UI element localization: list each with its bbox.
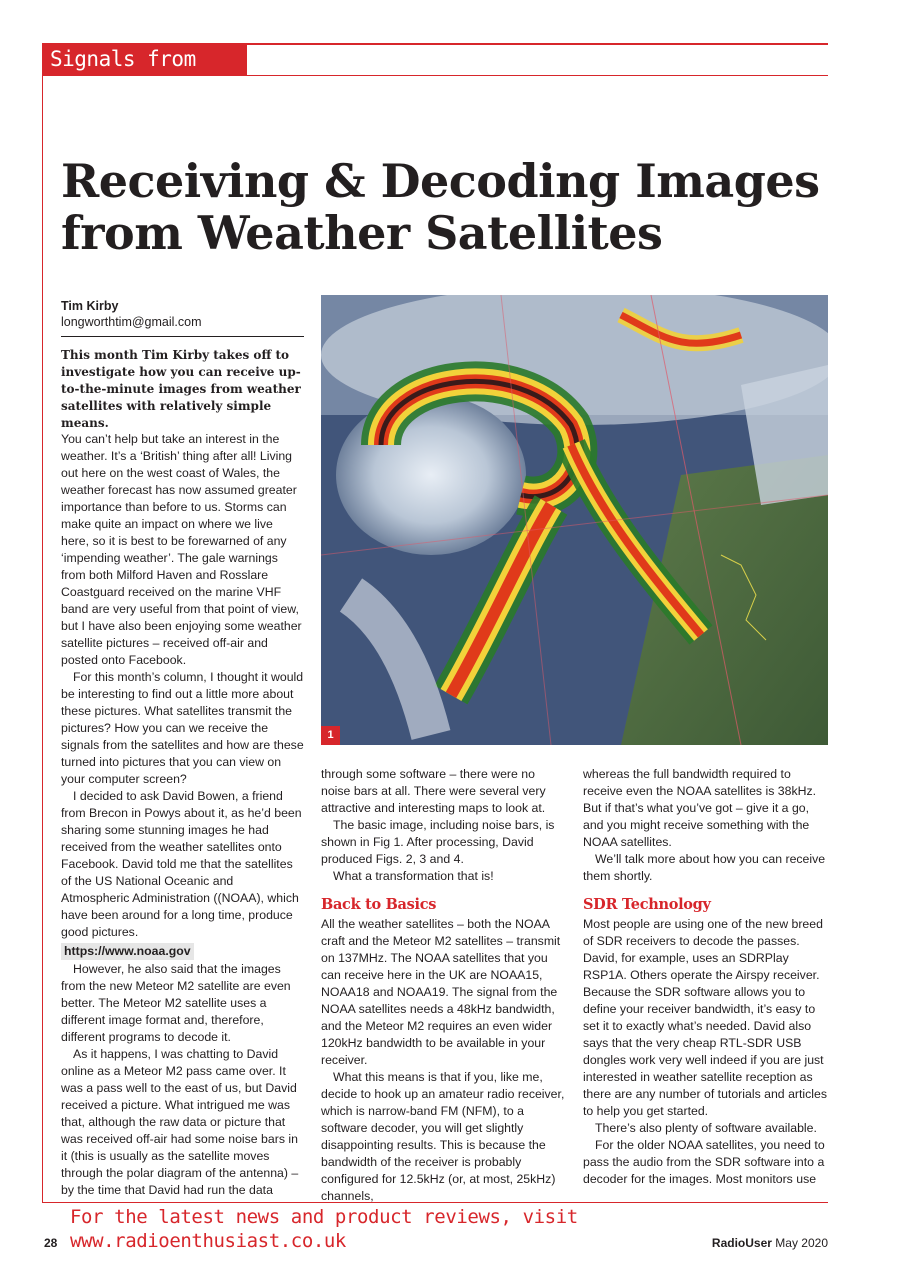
paragraph: For the older NOAA satellites, you need to pass the audio from the SDR software into a decoder for the images. Most monitors use — [583, 1138, 825, 1186]
issue-date: May 2020 — [775, 1236, 828, 1250]
magazine-masthead — [712, 1236, 828, 1250]
paragraph: I decided to ask David Bowen, a friend from Brecon in Powys about it, as he’d been sharing some stunning images he had received from the weather satellites onto Facebook. David told me that the satellites of the US National Oceanic and Atmospheric Administration ((NOAA), which have been around for a long time, produce good pictures. — [61, 789, 302, 939]
standfirst: This month Tim Kirby takes off to investigate how you can receive up-to-the-minute images from weather satellites with relatively simple means. — [61, 348, 301, 430]
author-block — [61, 298, 202, 330]
subheading: Back to Basics — [321, 896, 437, 913]
paragraph: What a transformation that is! — [333, 869, 494, 883]
paragraph: You can’t help but take an interest in the weather. It’s a ‘British’ thing after all! Living out here on the west coast of Wales, the weather forecast has now assumed greater importance than before to us. Storms can make quite an impact on where we live here, so it is best to be forewarned of any ‘impending weather’. The gale warnings from both Milford Haven and Rosslare Coastguard received on the marine VHF band are very useful from that point of view, but I have also been enjoying some weather satellite pictures – received off-air and posted onto Facebook. — [61, 432, 302, 667]
paragraph: However, he also said that the images from the new Meteor M2 satellite are even better. The Meteor M2 satellite uses a different image format and, therefore, different programs to decode it. — [61, 962, 291, 1044]
author-divider — [61, 336, 304, 337]
column-3 — [583, 766, 828, 1188]
weather-satellite-image — [321, 295, 828, 745]
magazine-name: RadioUser — [711, 1236, 772, 1250]
paragraph: All the weather satellites – both the NOAA craft and the Meteor M2 satellites – transmit on 137MHz. The NOAA satellites that you can receive here in the UK are NOAA15, NOAA18 and NOAA19. The signal from the NOAA satellites needs a 48kHz bandwidth, and the Meteor M2 requires an even wider 120kHz bandwidth to be available in your receiver. — [321, 917, 561, 1067]
subheading: SDR Technology — [583, 896, 711, 913]
paragraph: For this month’s column, I thought it would be interesting to find out a little more about these pictures. What satellites transmit the pictures? How you can we receive the signals from the satellites and how are these turned into pictures that you can view on your computer screen? — [61, 670, 304, 786]
paragraph: As it happens, I was chatting to David online as a Meteor M2 pass came over. It was a pass well to the east of us, but David received a picture. What intrigued me was that, although the raw data or picture that was received off-air had some noise bars in it (this is usually as the satellite moves through the polar diagram of the antenna) – by the time that David had run the data — [61, 1047, 299, 1197]
author-email[interactable]: longworthtim@gmail.com — [61, 315, 202, 329]
left-rule — [42, 43, 43, 1203]
paragraph: What this means is that if you, like me, decide to hook up an amateur radio receiver, which is narrow-band FM (NFM), to a software decoder, you will get slightly disappointing results. This is because the bandwidth of the receiver is probably configured for 12.5kHz (or, at most, 25kHz) channels, — [321, 1070, 565, 1203]
headline: Receiving & Decoding Images from Weather Satellites — [61, 154, 820, 260]
paragraph: Most people are using one of the new breed of SDR receivers to decode the passes. David, for example, uses an SDRPlay RSP1A. Others operate the Airspy receiver. Because the SDR software allows you to define your receiver bandwidth, it’s easy to set it to exactly what’s needed. David also says that the very cheap RTL-SDR USB dongles work very well indeed if you are just interested in weather satellite reception as there are any number of tutorials and articles to help you get started. — [583, 917, 828, 1118]
author-name: Tim Kirby — [61, 299, 119, 313]
paragraph: There’s also plenty of software available. — [595, 1121, 817, 1135]
page-number: 28 — [44, 1236, 58, 1250]
satellite-image-figure — [321, 295, 828, 745]
paragraph: We’ll talk more about how you can receive them shortly. — [583, 852, 826, 883]
paragraph: whereas the full bandwidth required to receive even the NOAA satellites is 38kHz. But if that’s what you’ve got – give it a go, and you might receive something with the NOAA satellites. — [583, 767, 817, 849]
section-tag: Signals from Space — [42, 43, 247, 76]
paragraph: through some software – there were no noise bars at all. There were several very attractive and interesting maps to look at. — [321, 767, 546, 815]
paragraph: The basic image, including noise bars, is shown in Fig 1. After processing, David produced Figs. 2, 3 and 4. — [321, 818, 555, 866]
top-rule-thin — [247, 75, 828, 76]
footer-banner[interactable]: For the latest news and product reviews, visit www.radioenthusiast.co.uk — [70, 1206, 578, 1252]
column-1 — [61, 431, 304, 1199]
figure-number: 1 — [321, 726, 340, 745]
column-2 — [321, 766, 566, 1205]
noaa-link[interactable]: https://www.noaa.gov — [61, 943, 194, 960]
